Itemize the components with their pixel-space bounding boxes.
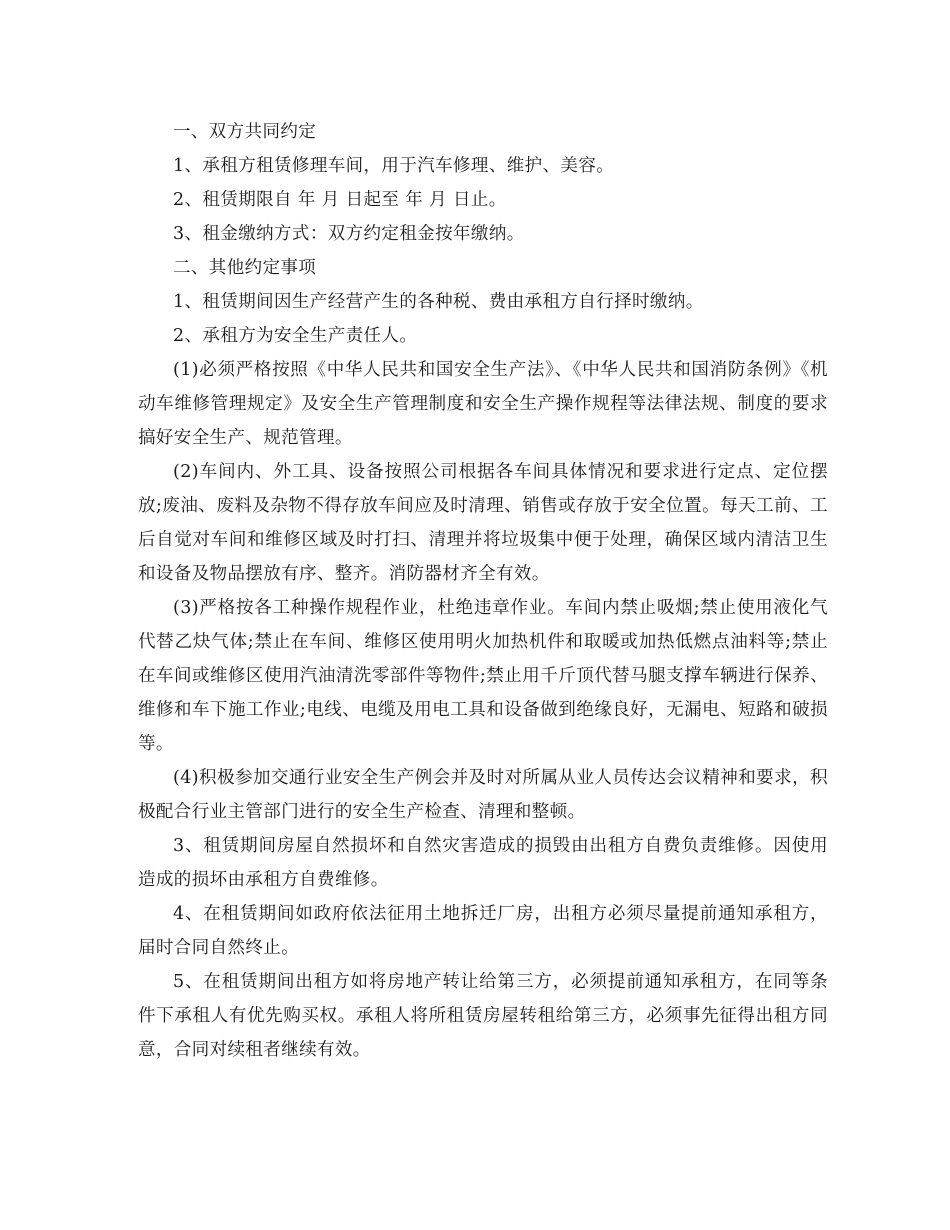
section-heading-other-matters: 二、其他约定事项 [173,258,317,278]
safety-item-1-laws: (1)必须严格按照《中华人民共和国安全生产法》、《中华人民共和国消防条例》《机动车维修管理规定》及安全生产管理制度和安全生产操作规程等法律法规、制度的要求搞好安全生产、规范管理。 [138,360,828,448]
other-clause-3-repairs: 3、租赁期间房屋自然损坏和自然灾害造成的损毁由出租方自费负责维修。因使用造成的损坏由承租方自费维修。 [138,836,828,890]
safety-item-3-operation-rules: (3)严格按各工种操作规程作业，杜绝违章作业。车间内禁止吸烟;禁止使用液化气代替乙炔气体;禁止在车间、维修区使用明火加热机件和取暖或加热低燃点油料等;禁止在车间或维修区使用汽油清洗零部件等物件;禁止用千斤顶代替马腿支撑车辆进行保养、维修和车下施工作业;电线、电缆及用电工具和设备做到绝缘良好，无漏电、短路和破损等。 [138,598,828,754]
clause-2-term: 2、租赁期限自 年 月 日起至 年 月 日止。 [173,190,507,210]
other-clause-2-safety-responsibility: 2、承租方为安全生产责任人。 [173,326,418,346]
other-clause-5-transfer: 5、在租赁期间出租方如将房地产转让给第三方，必须提前通知承租方，在同等条件下承租人有优先购买权。承租人将所租赁房屋转租给第三方，必须事先征得出租方同意，合同对续租者继续有效。 [138,972,828,1060]
clause-1-purpose: 1、承租方租赁修理车间，用于汽车修理、维护、美容。 [173,156,615,176]
safety-item-4-meetings: (4)积极参加交通行业安全生产例会并及时对所属从业人员传达会议精神和要求，积极配合行业主管部门进行的安全生产检查、清理和整顿。 [138,768,828,822]
other-clause-4-expropriation: 4、在租赁期间如政府依法征用土地拆迁厂房，出租方必须尽量提前通知承租方，届时合同自然终止。 [138,904,828,958]
other-clause-1-taxes: 1、租赁期间因生产经营产生的各种税、费由承租方自行择时缴纳。 [173,292,704,312]
clause-3-rent-payment: 3、租金缴纳方式：双方约定租金按年缴纳。 [173,224,525,244]
section-heading-mutual-agreement: 一、双方共同约定 [173,122,317,142]
document-body [138,115,828,1067]
safety-item-2-tools-placement: (2)车间内、外工具、设备按照公司根据各车间具体情况和要求进行定点、定位摆放;废油、废料及杂物不得存放车间应及时清理、销售或存放于安全位置。每天工前、工后自觉对车间和维修区域及时打扫、清理并将垃圾集中便于处理，确保区域内清洁卫生和设备及物品摆放有序、整齐。消防器材齐全有效。 [138,462,828,584]
